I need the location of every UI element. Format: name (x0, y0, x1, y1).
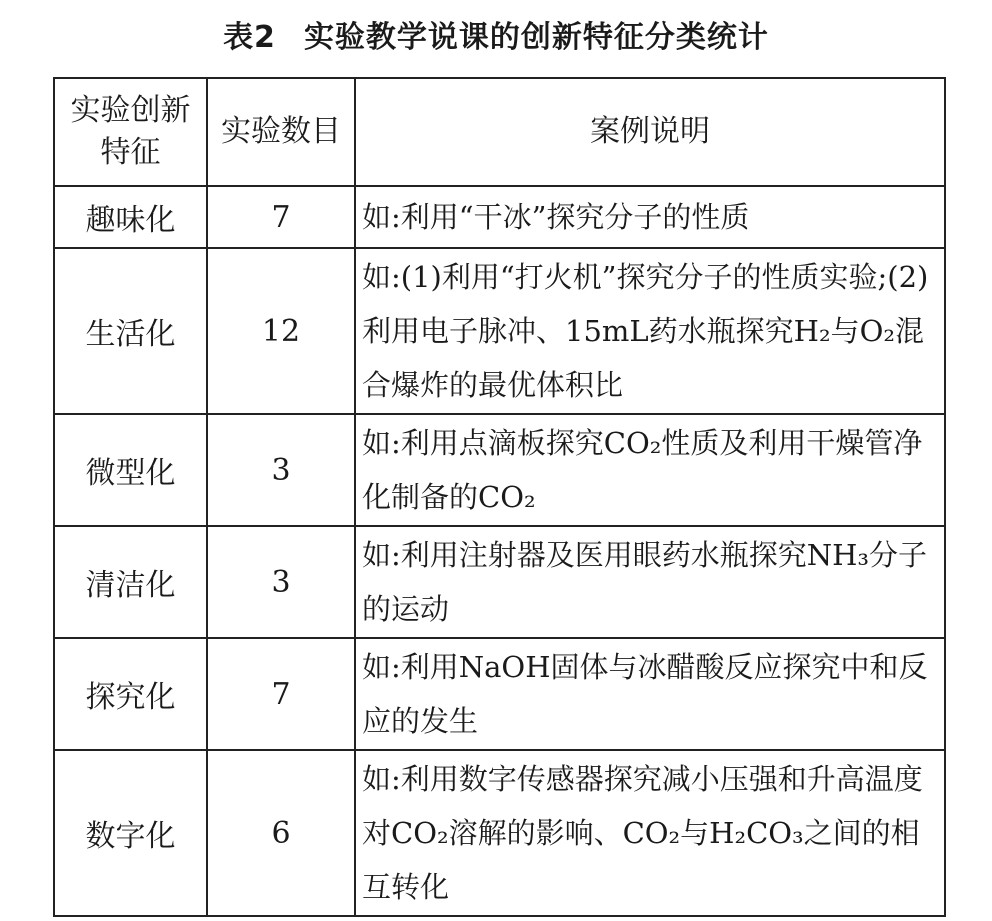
example-cell: 如:(1)利用“打火机”探究分子的性质实验;(2)利用电子脉冲、15mL药水瓶探究H₂与O₂混合爆炸的最优体积比 (355, 248, 945, 414)
example-cell: 如:利用“干冰”探究分子的性质 (355, 186, 945, 248)
example-cell: 如:利用点滴板探究CO₂性质及利用干燥管净化制备的CO₂ (355, 414, 945, 526)
table-title: 实验教学说课的创新特征分类统计 (303, 20, 769, 55)
table-row (54, 750, 945, 916)
count-cell: 7 (207, 186, 355, 248)
table-row (54, 414, 945, 526)
feature-cell: 微型化 (54, 414, 207, 526)
feature-cell: 清洁化 (54, 526, 207, 638)
example-cell: 如:利用注射器及医用眼药水瓶探究NH₃分子的运动 (355, 526, 945, 638)
header-example: 案例说明 (355, 78, 945, 186)
table-caption (0, 18, 992, 58)
feature-cell: 趣味化 (54, 186, 207, 248)
count-cell: 12 (207, 248, 355, 414)
header-count: 实验数目 (207, 78, 355, 186)
table-number: 表2 (223, 20, 276, 55)
table-row (54, 186, 945, 248)
example-cell: 如:利用数字传感器探究减小压强和升高温度对CO₂溶解的影响、CO₂与H₂CO₃之间的相互转化 (355, 750, 945, 916)
feature-cell: 探究化 (54, 638, 207, 750)
header-feature: 实验创新特征 (54, 78, 207, 186)
example-cell: 如:利用NaOH固体与冰醋酸反应探究中和反应的发生 (355, 638, 945, 750)
table-row (54, 638, 945, 750)
table-row (54, 248, 945, 414)
feature-cell: 生活化 (54, 248, 207, 414)
count-cell: 3 (207, 414, 355, 526)
count-cell: 3 (207, 526, 355, 638)
table-header-row (54, 78, 945, 186)
table-row (54, 526, 945, 638)
count-cell: 6 (207, 750, 355, 916)
count-cell: 7 (207, 638, 355, 750)
feature-cell: 数字化 (54, 750, 207, 916)
statistics-table (53, 77, 946, 917)
